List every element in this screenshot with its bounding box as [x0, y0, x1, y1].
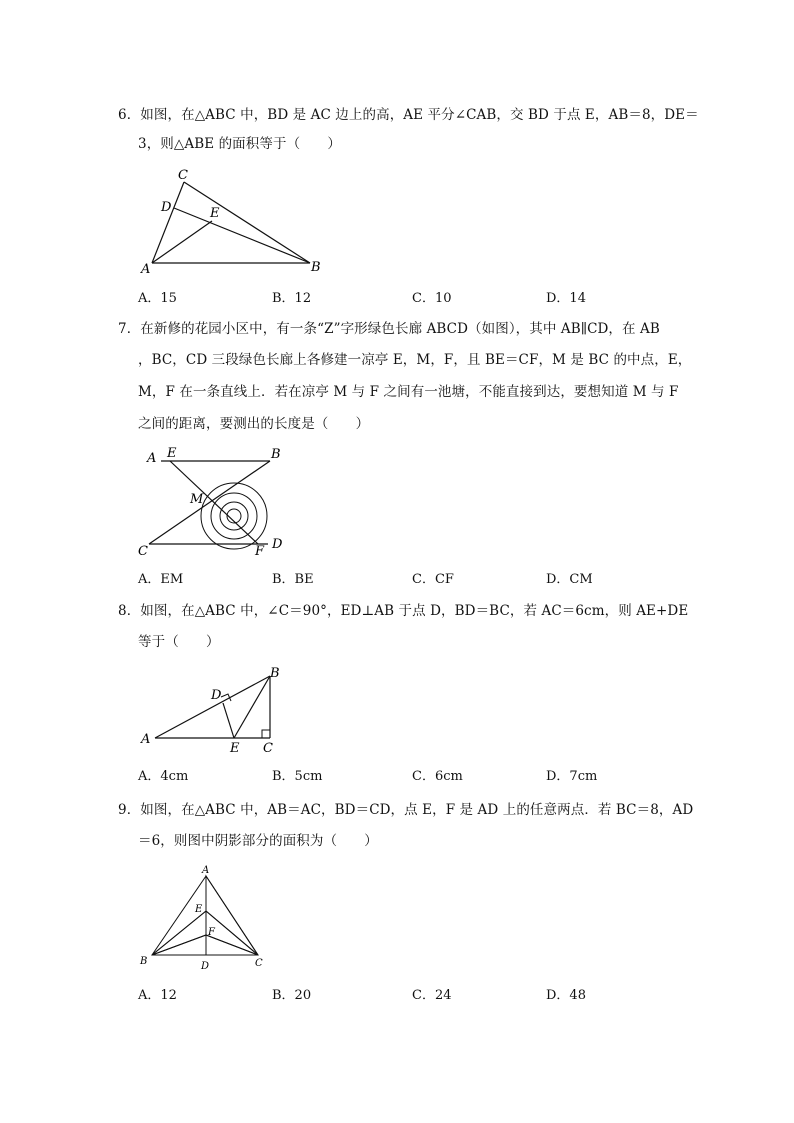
segment-bf — [152, 935, 206, 955]
segment-bd — [174, 208, 310, 263]
segment-ae — [152, 221, 212, 263]
label-c: C — [178, 168, 188, 183]
q9-option-d: D．48 — [546, 988, 586, 1003]
q6-option-c: C．10 — [412, 291, 452, 306]
q6-option-a: A．15 — [138, 291, 177, 306]
label-f: F — [255, 544, 265, 559]
segment-ef — [170, 461, 258, 544]
q9-text-line-2: ＝6，则图中阴影部分的面积为（ ） — [138, 833, 378, 849]
q9-figure — [135, 860, 275, 972]
q8-text-line-2: 等于（ ） — [138, 634, 220, 650]
label-e: E — [167, 446, 177, 461]
q8-option-c: C．6cm — [412, 769, 463, 784]
segment-ac — [152, 182, 184, 263]
q7-text-line-4: 之间的距离，要测出的长度是（ ） — [138, 416, 370, 432]
segment-bc — [149, 461, 270, 544]
q7-option-d: D．CM — [546, 572, 593, 587]
q9-option-c: C．24 — [412, 988, 452, 1003]
label-d: D — [211, 688, 222, 703]
label-a: A — [141, 732, 151, 747]
label-b: B — [270, 666, 280, 681]
q7-option-a: A．EM — [138, 572, 184, 587]
label-d: D — [161, 200, 172, 215]
q7-figure — [135, 443, 295, 559]
q8-figure — [135, 660, 285, 760]
q6-text-line-1: 6．如图，在△ABC 中，BD 是 AC 边上的高，AE 平分∠CAB，交 BD 于点 E，AB＝8，DE＝ — [118, 107, 699, 123]
q8-text-line-1: 8．如图，在△ABC 中，∠C＝90°，ED⊥AB 于点 D，BD＝BC，若 AC＝6cm，则 AE+DE — [118, 603, 689, 619]
label-a: A — [147, 451, 157, 466]
label-b: B — [140, 956, 148, 967]
pond-ring-3 — [220, 502, 248, 530]
label-a: A — [202, 865, 210, 876]
q8-option-d: D．7cm — [546, 769, 598, 784]
label-c: C — [138, 544, 148, 559]
triangle-abc — [152, 876, 258, 955]
q6-figure — [135, 162, 335, 282]
segment-cb — [184, 182, 310, 263]
q6-option-d: D．14 — [546, 291, 586, 306]
q7-option-c: C．CF — [412, 572, 454, 587]
label-d: D — [201, 961, 210, 972]
q6-text-line-2: 3，则△ABE 的面积等于（ ） — [138, 136, 341, 152]
label-e: E — [210, 206, 220, 221]
label-c: C — [255, 958, 263, 969]
label-b: B — [311, 260, 321, 275]
label-m: M — [190, 492, 204, 507]
label-d: D — [272, 537, 283, 552]
q8-option-b: B．5cm — [272, 769, 323, 784]
q6-option-b: B．12 — [272, 291, 312, 306]
q9-option-a: A．12 — [138, 988, 177, 1003]
q7-text-line-3: M，F 在一条直线上．若在凉亭 M 与 F 之间有一池塘，不能直接到达，要想知道 M 与 F — [138, 384, 679, 400]
q9-option-b: B．20 — [272, 988, 312, 1003]
segment-fc — [206, 935, 258, 955]
label-b: B — [271, 447, 281, 462]
q7-option-b: B．BE — [272, 572, 314, 587]
segment-be — [152, 911, 206, 955]
q7-text-line-2: ，BC，CD 三段绿色长廊上各修建一凉亭 E，M，F，且 BE＝CF，M 是 BC 的中点，E， — [138, 352, 692, 368]
q9-text-line-1: 9．如图，在△ABC 中，AB＝AC，BD＝CD，点 E，F 是 AD 上的任意两点．若 BC＝8，AD — [118, 802, 694, 818]
q7-text-line-1: 7．在新修的花园小区中，有一条“Z”字形绿色长廊 ABCD（如图），其中 AB∥CD，在 AB — [118, 321, 660, 337]
label-f: F — [208, 927, 215, 938]
segment-ed — [223, 703, 234, 738]
segment-ab — [155, 676, 270, 738]
pond-ring-2 — [211, 493, 257, 539]
right-angle-c — [262, 730, 270, 738]
label-e: E — [230, 741, 240, 756]
label-e: E — [195, 904, 203, 915]
label-a: A — [141, 262, 151, 277]
label-c: C — [263, 741, 273, 756]
q8-option-a: A．4cm — [138, 769, 189, 784]
